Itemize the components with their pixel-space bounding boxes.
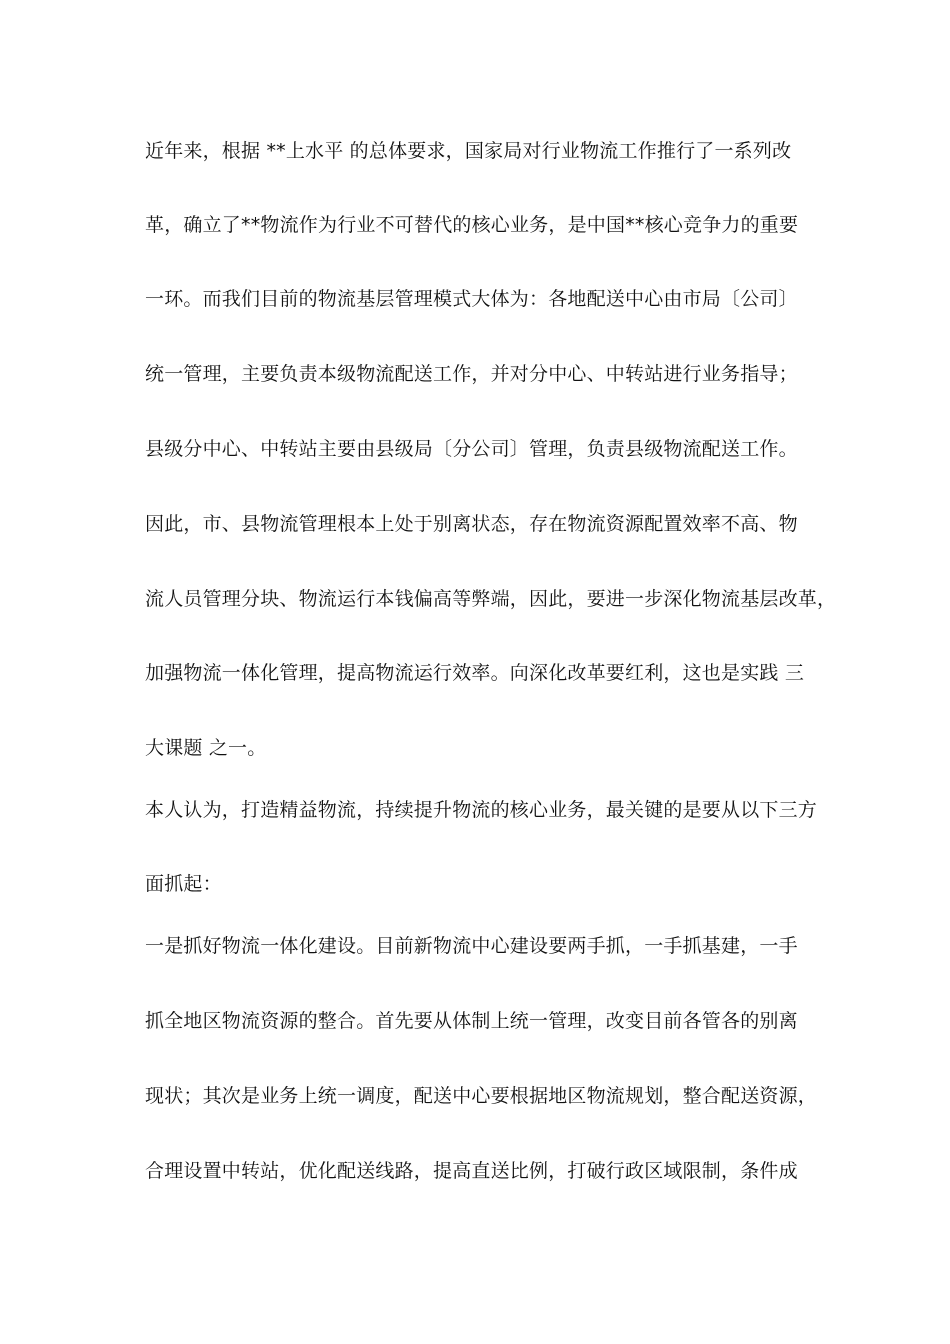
text-line: 面抓起： bbox=[145, 873, 222, 895]
text-line: 一是抓好物流一体化建设。目前新物流中心建设要两手抓，一手抓基建，一手 bbox=[145, 935, 798, 957]
text-line: 合理设置中转站，优化配送线路，提高直送比例，打破行政区域限制，条件成 bbox=[145, 1160, 798, 1182]
text-line: 一环。而我们目前的物流基层管理模式大体为：各地配送中心由市局〔公司〕 bbox=[145, 288, 798, 310]
text-line: 现状；其次是业务上统一调度，配送中心要根据地区物流规划，整合配送资源， bbox=[145, 1085, 818, 1107]
text-line: 县级分中心、中转站主要由县级局〔分公司〕管理，负责县级物流配送工作。 bbox=[145, 438, 798, 460]
text-line: 革，确立了**物流作为行业不可替代的核心业务，是中国**核心竞争力的重要 bbox=[145, 214, 799, 236]
text-line: 统一管理，主要负责本级物流配送工作，并对分中心、中转站进行业务指导； bbox=[145, 363, 798, 385]
text-line: 大课题 之一。 bbox=[145, 737, 267, 759]
text-line: 加强物流一体化管理，提高物流运行效率。向深化改革要红利，这也是实践 三 bbox=[145, 662, 805, 684]
text-line: 近年来，根据 **上水平 的总体要求，国家局对行业物流工作推行了一系列改 bbox=[145, 140, 792, 162]
text-line: 流人员管理分块、物流运行本钱偏高等弊端，因此，要进一步深化物流基层改革， bbox=[145, 588, 837, 610]
text-line: 抓全地区物流资源的整合。首先要从体制上统一管理，改变目前各管各的别离 bbox=[145, 1010, 798, 1032]
text-line: 因此，市、县物流管理根本上处于别离状态，存在物流资源配置效率不高、物 bbox=[145, 513, 798, 535]
text-line: 本人认为，打造精益物流，持续提升物流的核心业务，最关键的是要从以下三方 bbox=[145, 799, 818, 821]
